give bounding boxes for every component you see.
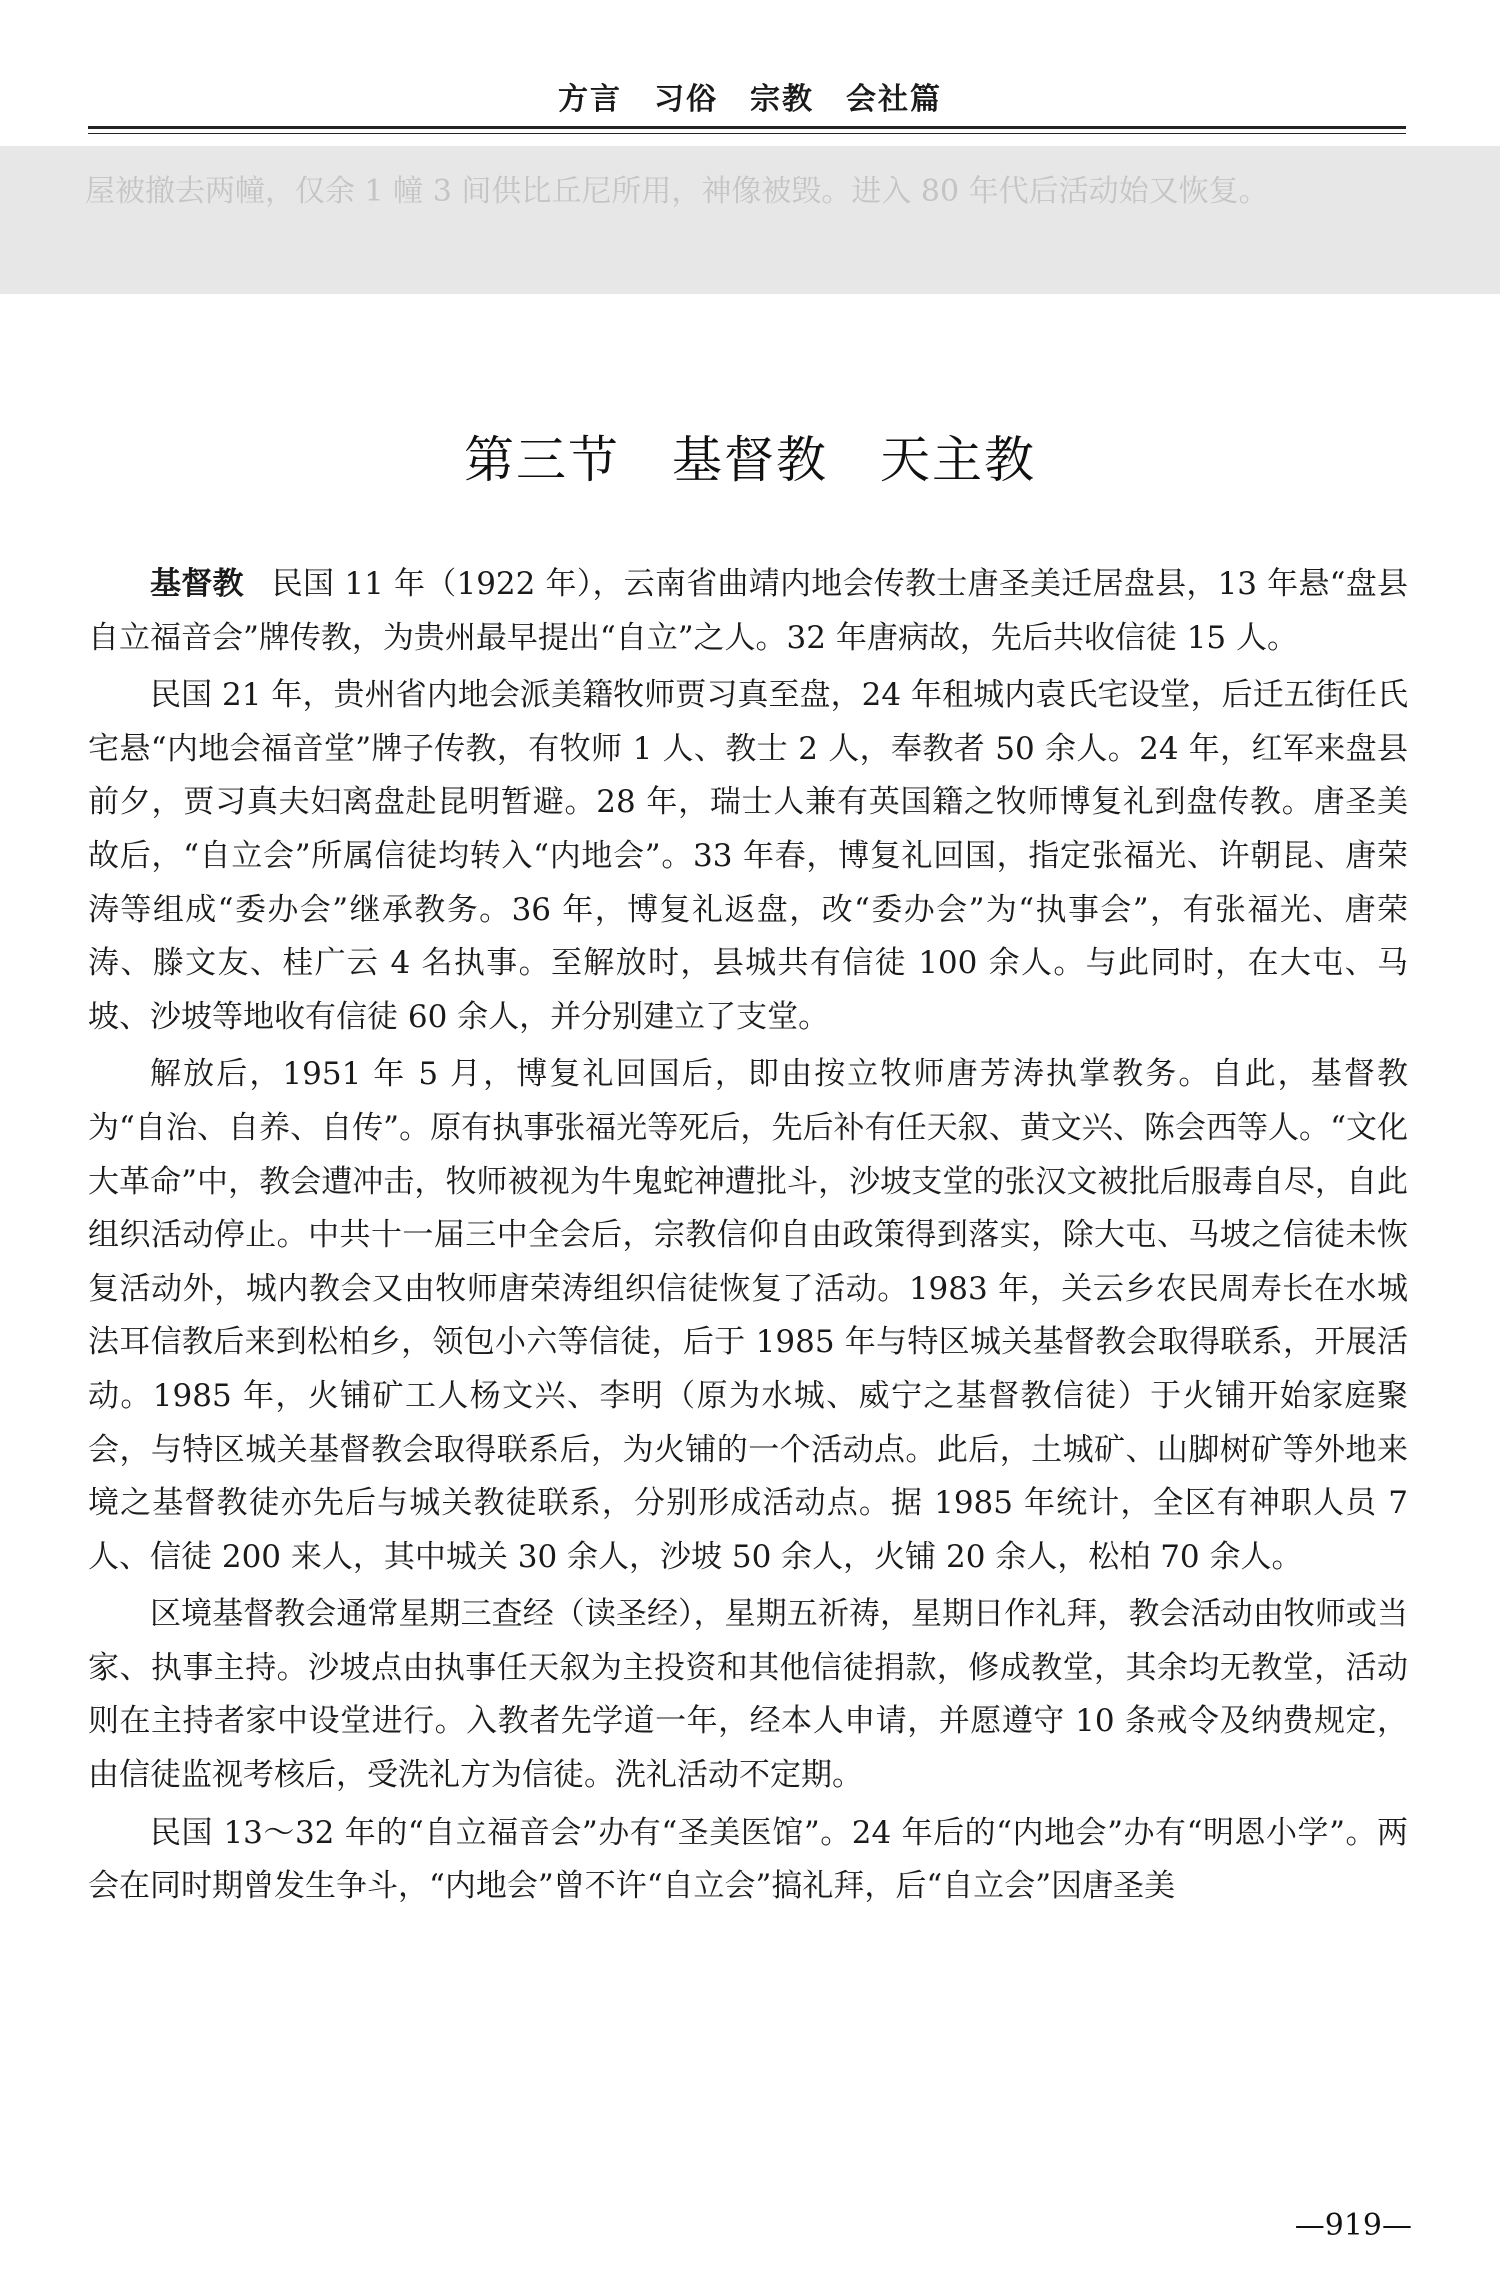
page-number: —919— xyxy=(1294,2208,1412,2243)
header-rule-thick xyxy=(88,126,1406,129)
paragraph xyxy=(88,558,1408,665)
run-in-heading: 基督教 xyxy=(150,566,244,602)
paragraph-text: 民国 11 年（1922 年），云南省曲靖内地会传教士唐圣美迁居盘县，13 年悬“盘县自立福音会”牌传教，为贵州最早提出“自立”之人。32 年唐病故，先后共收信徒 15 人。 xyxy=(88,566,1409,656)
paragraph: 解放后，1951 年 5 月，博复礼回国后，即由按立牧师唐芳涛执掌教务。自此，基督教为“自治、自养、自传”。原有执事张福光等死后，先后补有任天叙、黄文兴、陈会西等人。“文化大革命”中，教会遭冲击，牧师被视为牛鬼蛇神遭批斗，沙坡支堂的张汉文被批后服毒自尽，自此组织活动停止。中共十一届三中全会后，宗教信仰自由政策得到落实，除大屯、马坡之信徒未恢复活动外，城内教会又由牧师唐荣涛组织信徒恢复了活动。1983 年，关云乡农民周寿长在水城法耳信教后来到松柏乡，领包小六等信徒，后于 1985 年与特区城关基督教会取得联系，开展活动。1985 年，火铺矿工人杨文兴、李明（原为水城、威宁之基督教信徒）于火铺开始家庭聚会，与特区城关基督教会取得联系后，为火铺的一个活动点。此后，土城矿、山脚树矿等外地来境之基督教徒亦先后与城关教徒联系，分别形成活动点。据 1985 年统计，全区有神职人员 7 人、信徒 200 来人，其中城关 30 余人，沙坡 50 余人，火铺 20 余人，松柏 70 余人。 xyxy=(88,1056,1408,1575)
running-header: 方言 习俗 宗教 会社篇 xyxy=(558,82,942,117)
section-title: 第三节 基督教 天主教 xyxy=(464,431,1036,489)
header-rule-thin xyxy=(88,133,1406,134)
body-text xyxy=(88,558,1408,1918)
paragraph: 区境基督教会通常星期三查经（读圣经），星期五祈祷，星期日作礼拜，教会活动由牧师或当家、执事主持。沙坡点由执事任天叙为主投资和其他信徒捐款，修成教堂，其余均无教堂，活动则在主持者家中设堂进行。入教者先学道一年，经本人申请，并愿遵守 10 条戒令及纳费规定，由信徒监视考核后，受洗礼方为信徒。洗礼活动不定期。 xyxy=(88,1596,1408,1794)
paragraph: 民国 21 年，贵州省内地会派美籍牧师贾习真至盘，24 年租城内袁氏宅设堂，后迁五街任氏宅悬“内地会福音堂”牌子传教，有牧师 1 人、教士 2 人，奉教者 50 余人。24 年，红军来盘县前夕，贾习真夫妇离盘赴昆明暂避。28 年，瑞士人兼有英国籍之牧师博复礼到盘传教。唐圣美故后，“自立会”所属信徒均转入“内地会”。33 年春，博复礼回国，指定张福光、许朝昆、唐荣涛等组成“委办会”继承教务。36 年，博复礼返盘，改“委办会”为“执事会”，有张福光、唐荣涛、滕文友、桂广云 4 名执事。至解放时，县城共有信徒 100 余人。与此同时，在大屯、马坡、沙坡等地收有信徒 60 余人，并分别建立了支堂。 xyxy=(88,677,1408,1035)
paragraph: 民国 13～32 年的“自立福音会”办有“圣美医馆”。24 年后的“内地会”办有“明恩小学”。两会在同时期曾发生争斗，“内地会”曾不许“自立会”搞礼拜，后“自立会”因唐圣美 xyxy=(88,1814,1408,1905)
faded-overlay-text: 屋被撤去两幢，仅余 1 幢 3 间供比丘尼所用，神像被毁。进入 80 年代后活动始又恢复。 xyxy=(85,174,1269,209)
